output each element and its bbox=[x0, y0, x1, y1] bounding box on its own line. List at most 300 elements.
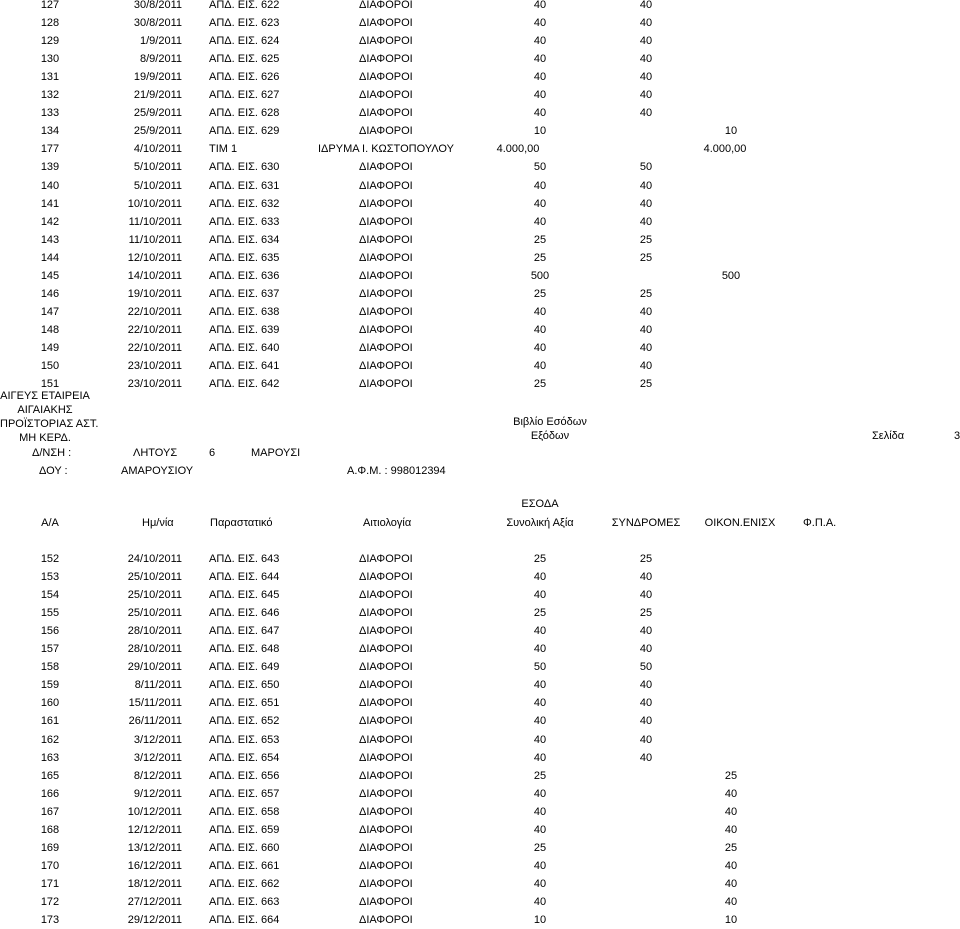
row-description: ΔΙΑΦΟΡΟΙ bbox=[359, 233, 413, 246]
row-document: ΑΠΔ. ΕΙΣ. 636 bbox=[209, 269, 280, 282]
row-number: 130 bbox=[40, 53, 60, 66]
table-row bbox=[0, 875, 960, 893]
row-number: 160 bbox=[40, 697, 60, 710]
table-row bbox=[0, 803, 960, 821]
row-document: ΑΠΔ. ΕΙΣ. 637 bbox=[209, 287, 280, 300]
row-description: ΔΙΑΦΟΡΟΙ bbox=[359, 553, 413, 565]
row-date: 26/11/2011 bbox=[128, 715, 182, 728]
row-document: ΑΠΔ. ΕΙΣ. 635 bbox=[209, 251, 280, 264]
row-subscriptions: 40 bbox=[639, 679, 653, 692]
table-row bbox=[0, 267, 960, 285]
address-street: ΛΗΤΟΥΣ bbox=[133, 447, 178, 459]
row-total-value: 40 bbox=[533, 643, 547, 656]
row-total-value: 40 bbox=[533, 71, 547, 84]
row-financial-aid: 10 bbox=[724, 125, 738, 138]
row-subscriptions: 40 bbox=[639, 360, 653, 372]
row-description: ΔΙΑΦΟΡΟΙ bbox=[359, 0, 413, 11]
row-description: ΔΙΑΦΟΡΟΙ bbox=[359, 323, 413, 336]
row-description: ΔΙΑΦΟΡΟΙ bbox=[359, 895, 413, 908]
row-number: 165 bbox=[40, 769, 60, 782]
row-description: ΔΙΑΦΟΡΟΙ bbox=[359, 733, 413, 746]
row-number: 133 bbox=[40, 107, 60, 120]
row-number: 177 bbox=[40, 143, 60, 156]
row-date: 28/10/2011 bbox=[127, 643, 182, 656]
column-header-description: Αιτιολογία bbox=[363, 517, 412, 529]
row-document: ΑΠΔ. ΕΙΣ. 633 bbox=[209, 215, 280, 228]
row-subscriptions: 40 bbox=[639, 323, 653, 336]
table-row bbox=[0, 177, 960, 195]
row-date: 12/12/2011 bbox=[127, 823, 182, 836]
row-date: 3/12/2011 bbox=[133, 751, 182, 764]
page-number: 3 bbox=[954, 430, 960, 442]
row-subscriptions: 40 bbox=[639, 0, 653, 11]
row-number: 162 bbox=[40, 733, 60, 746]
row-subscriptions: 40 bbox=[639, 715, 653, 728]
table-row bbox=[0, 158, 960, 176]
row-subscriptions: 50 bbox=[639, 161, 653, 174]
row-total-value: 40 bbox=[533, 89, 547, 102]
row-date: 4/10/2011 bbox=[133, 143, 182, 156]
row-total-value: 40 bbox=[533, 571, 547, 584]
tax-office: ΑΜΑΡΟΥΣΙΟΥ bbox=[121, 465, 194, 477]
row-total-value: 4.000,00 bbox=[496, 143, 540, 156]
row-total-value: 40 bbox=[533, 341, 547, 354]
row-document: ΑΠΔ. ΕΙΣ. 626 bbox=[209, 71, 280, 84]
row-description: ΔΙΑΦΟΡΟΙ bbox=[359, 71, 413, 84]
row-subscriptions: 40 bbox=[639, 71, 653, 84]
row-total-value: 25 bbox=[533, 553, 547, 565]
table-row bbox=[0, 339, 960, 357]
row-date: 5/10/2011 bbox=[133, 161, 182, 174]
row-document: ΑΠΔ. ΕΙΣ. 627 bbox=[209, 89, 280, 102]
table-row bbox=[0, 731, 960, 749]
row-subscriptions: 40 bbox=[639, 625, 653, 638]
row-document: ΑΠΔ. ΕΙΣ. 624 bbox=[209, 35, 280, 48]
row-description: ΔΙΑΦΟΡΟΙ bbox=[359, 697, 413, 710]
row-number: 132 bbox=[40, 89, 60, 102]
row-number: 147 bbox=[40, 305, 60, 318]
row-subscriptions: 40 bbox=[639, 179, 653, 192]
table-row bbox=[0, 50, 960, 68]
row-document: ΑΠΔ. ΕΙΣ. 638 bbox=[209, 305, 280, 318]
row-total-value: 40 bbox=[533, 859, 547, 872]
row-total-value: 10 bbox=[533, 125, 547, 138]
row-number: 144 bbox=[40, 251, 60, 264]
company-line: ΠΡΟΪΣΤΟΡΙΑΣ ΑΣΤ. bbox=[0, 418, 99, 430]
row-financial-aid: 10 bbox=[724, 914, 738, 926]
row-total-value: 40 bbox=[533, 823, 547, 836]
row-document: ΑΠΔ. ΕΙΣ. 630 bbox=[209, 161, 280, 174]
row-number: 170 bbox=[40, 859, 60, 872]
table-row bbox=[0, 893, 960, 911]
table-row bbox=[0, 122, 960, 140]
row-date: 21/9/2011 bbox=[133, 89, 182, 102]
row-document: ΑΠΔ. ΕΙΣ. 625 bbox=[209, 53, 280, 66]
table-row bbox=[0, 712, 960, 730]
table-row bbox=[0, 586, 960, 604]
row-date: 3/12/2011 bbox=[133, 733, 182, 746]
row-document: ΑΠΔ. ΕΙΣ. 623 bbox=[209, 17, 280, 30]
row-total-value: 40 bbox=[533, 805, 547, 818]
tax-id: Α.Φ.Μ. : 998012394 bbox=[347, 465, 446, 477]
row-number: 141 bbox=[40, 197, 60, 210]
row-date: 25/10/2011 bbox=[127, 571, 182, 584]
row-date: 11/10/2011 bbox=[128, 215, 182, 228]
row-total-value: 25 bbox=[533, 607, 547, 620]
row-date: 10/12/2011 bbox=[127, 805, 182, 818]
row-description: ΔΙΑΦΟΡΟΙ bbox=[359, 607, 413, 620]
row-subscriptions: 40 bbox=[639, 17, 653, 30]
row-document: ΑΠΔ. ΕΙΣ. 660 bbox=[209, 841, 280, 854]
row-total-value: 40 bbox=[533, 35, 547, 48]
row-date: 22/10/2011 bbox=[127, 323, 182, 336]
row-number: 149 bbox=[40, 341, 60, 354]
row-subscriptions: 40 bbox=[639, 305, 653, 318]
column-group-income: ΕΣΟΔΑ bbox=[521, 498, 559, 510]
row-total-value: 50 bbox=[533, 661, 547, 674]
row-number: 145 bbox=[40, 269, 60, 282]
row-description: ΔΙΑΦΟΡΟΙ bbox=[359, 589, 413, 602]
row-date: 22/10/2011 bbox=[127, 305, 182, 318]
row-date: 23/10/2011 bbox=[127, 360, 182, 372]
row-subscriptions: 40 bbox=[639, 589, 653, 602]
row-number: 152 bbox=[40, 553, 60, 565]
row-total-value: 40 bbox=[533, 877, 547, 890]
row-total-value: 40 bbox=[533, 215, 547, 228]
row-date: 25/9/2011 bbox=[133, 125, 182, 138]
row-number: 158 bbox=[40, 661, 60, 674]
row-number: 139 bbox=[40, 161, 60, 174]
row-subscriptions: 40 bbox=[639, 89, 653, 102]
row-total-value: 50 bbox=[533, 161, 547, 174]
table-row bbox=[0, 767, 960, 785]
table-row bbox=[0, 357, 960, 375]
row-total-value: 40 bbox=[533, 895, 547, 908]
table-row bbox=[0, 86, 960, 104]
address-number: 6 bbox=[209, 447, 216, 459]
table-row bbox=[0, 375, 960, 393]
table-row bbox=[0, 32, 960, 50]
row-description: ΔΙΑΦΟΡΟΙ bbox=[359, 125, 413, 138]
row-number: 131 bbox=[40, 71, 60, 84]
row-date: 11/10/2011 bbox=[128, 233, 182, 246]
column-header-vat: Φ.Π.Α. bbox=[803, 517, 837, 529]
table-row bbox=[0, 640, 960, 658]
row-description: ΔΙΑΦΟΡΟΙ bbox=[359, 215, 413, 228]
row-total-value: 40 bbox=[533, 179, 547, 192]
row-date: 28/10/2011 bbox=[127, 625, 182, 638]
row-document: ΑΠΔ. ΕΙΣ. 643 bbox=[209, 553, 280, 565]
row-description: ΔΙΑΦΟΡΟΙ bbox=[359, 571, 413, 584]
row-document: ΑΠΔ. ΕΙΣ. 664 bbox=[209, 914, 280, 926]
row-number: 157 bbox=[40, 643, 60, 656]
row-document: ΑΠΔ. ΕΙΣ. 642 bbox=[209, 378, 280, 391]
row-date: 24/10/2011 bbox=[127, 553, 182, 565]
row-date: 25/10/2011 bbox=[127, 589, 182, 602]
row-number: 153 bbox=[40, 571, 60, 584]
table-row bbox=[0, 550, 960, 568]
row-total-value: 25 bbox=[533, 287, 547, 300]
row-date: 8/9/2011 bbox=[139, 53, 182, 66]
row-document: ΑΠΔ. ΕΙΣ. 652 bbox=[209, 715, 280, 728]
row-document: ΤΙΜ 1 bbox=[209, 143, 238, 156]
table-row bbox=[0, 321, 960, 339]
row-total-value: 25 bbox=[533, 841, 547, 854]
row-financial-aid: 40 bbox=[724, 877, 738, 890]
row-date: 30/8/2011 bbox=[133, 0, 182, 11]
row-document: ΑΠΔ. ΕΙΣ. 661 bbox=[209, 859, 280, 872]
row-description: ΔΙΑΦΟΡΟΙ bbox=[359, 661, 413, 674]
company-line: ΑΙΓΑΙΑΚΗΣ bbox=[17, 404, 73, 416]
row-date: 22/10/2011 bbox=[127, 341, 182, 354]
row-number: 151 bbox=[40, 378, 60, 391]
row-total-value: 40 bbox=[533, 305, 547, 318]
table-row bbox=[0, 14, 960, 32]
row-subscriptions: 40 bbox=[639, 341, 653, 354]
row-description: ΔΙΑΦΟΡΟΙ bbox=[359, 197, 413, 210]
row-document: ΑΠΔ. ΕΙΣ. 663 bbox=[209, 895, 280, 908]
row-financial-aid: 4.000,00 bbox=[703, 143, 747, 156]
row-date: 15/11/2011 bbox=[128, 697, 182, 710]
row-date: 13/12/2011 bbox=[127, 841, 182, 854]
row-number: 156 bbox=[40, 625, 60, 638]
table-row bbox=[0, 694, 960, 712]
row-description: ΔΙΑΦΟΡΟΙ bbox=[359, 161, 413, 174]
row-date: 29/12/2011 bbox=[127, 914, 182, 926]
row-description: ΔΙΑΦΟΡΟΙ bbox=[359, 769, 413, 782]
row-description: ΙΔΡΥΜΑ Ι. ΚΩΣΤΟΠΟΥΛΟΥ bbox=[318, 143, 454, 156]
row-financial-aid: 40 bbox=[724, 787, 738, 800]
row-document: ΑΠΔ. ΕΙΣ. 658 bbox=[209, 805, 280, 818]
row-number: 140 bbox=[40, 179, 60, 192]
row-document: ΑΠΔ. ΕΙΣ. 632 bbox=[209, 197, 280, 210]
row-date: 19/9/2011 bbox=[133, 71, 182, 84]
row-document: ΑΠΔ. ΕΙΣ. 656 bbox=[209, 769, 280, 782]
table-row bbox=[0, 821, 960, 839]
row-date: 1/9/2011 bbox=[139, 35, 182, 48]
row-total-value: 25 bbox=[533, 251, 547, 264]
row-description: ΔΙΑΦΟΡΟΙ bbox=[359, 35, 413, 48]
table-row bbox=[0, 285, 960, 303]
row-description: ΔΙΑΦΟΡΟΙ bbox=[359, 89, 413, 102]
table-row bbox=[0, 857, 960, 875]
row-document: ΑΠΔ. ΕΙΣ. 631 bbox=[209, 179, 280, 192]
row-number: 163 bbox=[40, 751, 60, 764]
table-row bbox=[0, 785, 960, 803]
row-financial-aid: 40 bbox=[724, 859, 738, 872]
row-subscriptions: 25 bbox=[639, 233, 653, 246]
row-subscriptions: 25 bbox=[639, 607, 653, 620]
row-number: 159 bbox=[40, 679, 60, 692]
row-subscriptions: 40 bbox=[639, 35, 653, 48]
table-row bbox=[0, 658, 960, 676]
column-header-document: Παραστατικό bbox=[210, 517, 273, 529]
row-date: 14/10/2011 bbox=[127, 269, 182, 282]
row-financial-aid: 40 bbox=[724, 823, 738, 836]
row-description: ΔΙΑΦΟΡΟΙ bbox=[359, 179, 413, 192]
row-description: ΔΙΑΦΟΡΟΙ bbox=[359, 341, 413, 354]
row-total-value: 500 bbox=[530, 269, 550, 282]
row-total-value: 25 bbox=[533, 769, 547, 782]
row-total-value: 40 bbox=[533, 107, 547, 120]
row-total-value: 40 bbox=[533, 360, 547, 372]
address-city: ΜΑΡΟΥΣΙ bbox=[251, 447, 301, 459]
row-document: ΑΠΔ. ΕΙΣ. 645 bbox=[209, 589, 280, 602]
book-title bbox=[490, 415, 610, 443]
row-subscriptions: 40 bbox=[639, 571, 653, 584]
table-row bbox=[0, 0, 960, 14]
book-subtitle-line: Εξόδων bbox=[530, 430, 570, 442]
row-subscriptions: 25 bbox=[639, 553, 653, 565]
row-number: 167 bbox=[40, 805, 60, 818]
column-header-date: Ημ/νία bbox=[142, 517, 174, 529]
row-document: ΑΠΔ. ΕΙΣ. 640 bbox=[209, 341, 280, 354]
row-date: 16/12/2011 bbox=[127, 859, 182, 872]
row-subscriptions: 25 bbox=[639, 251, 653, 264]
row-number: 169 bbox=[40, 841, 60, 854]
row-document: ΑΠΔ. ΕΙΣ. 651 bbox=[209, 697, 280, 710]
row-subscriptions: 40 bbox=[639, 733, 653, 746]
row-subscriptions: 40 bbox=[639, 215, 653, 228]
row-date: 30/8/2011 bbox=[133, 17, 182, 30]
row-description: ΔΙΑΦΟΡΟΙ bbox=[359, 805, 413, 818]
row-date: 5/10/2011 bbox=[133, 179, 182, 192]
row-total-value: 40 bbox=[533, 787, 547, 800]
row-subscriptions: 50 bbox=[639, 661, 653, 674]
row-description: ΔΙΑΦΟΡΟΙ bbox=[359, 360, 413, 372]
row-document: ΑΠΔ. ΕΙΣ. 641 bbox=[209, 360, 280, 372]
row-number: 128 bbox=[40, 17, 60, 30]
row-number: 161 bbox=[40, 715, 60, 728]
row-description: ΔΙΑΦΟΡΟΙ bbox=[359, 53, 413, 66]
row-description: ΔΙΑΦΟΡΟΙ bbox=[359, 823, 413, 836]
row-description: ΔΙΑΦΟΡΟΙ bbox=[359, 841, 413, 854]
row-total-value: 40 bbox=[533, 625, 547, 638]
row-document: ΑΠΔ. ΕΙΣ. 654 bbox=[209, 751, 280, 764]
row-document: ΑΠΔ. ΕΙΣ. 649 bbox=[209, 661, 280, 674]
table-row bbox=[0, 249, 960, 267]
table-row bbox=[0, 676, 960, 694]
row-date: 25/10/2011 bbox=[127, 607, 182, 620]
row-financial-aid: 40 bbox=[724, 805, 738, 818]
row-date: 8/11/2011 bbox=[134, 679, 182, 692]
row-total-value: 40 bbox=[533, 751, 547, 764]
company-line: ΑΙΓΕΥΣ ΕΤΑΙΡΕΙΑ bbox=[0, 390, 90, 402]
book-title-line: Βιβλίο Εσόδων bbox=[513, 416, 587, 428]
row-document: ΑΠΔ. ΕΙΣ. 648 bbox=[209, 643, 280, 656]
table-row bbox=[0, 568, 960, 586]
row-date: 10/10/2011 bbox=[127, 197, 182, 210]
table-row bbox=[0, 303, 960, 321]
column-header-subscriptions: ΣΥΝΔΡΟΜΕΣ bbox=[611, 517, 681, 529]
table-row bbox=[0, 604, 960, 622]
row-financial-aid: 25 bbox=[724, 841, 738, 854]
row-subscriptions: 40 bbox=[639, 53, 653, 66]
row-number: 173 bbox=[40, 914, 60, 926]
row-date: 18/12/2011 bbox=[127, 877, 182, 890]
row-date: 9/12/2011 bbox=[133, 787, 182, 800]
row-description: ΔΙΑΦΟΡΟΙ bbox=[359, 787, 413, 800]
row-total-value: 40 bbox=[533, 715, 547, 728]
row-financial-aid: 500 bbox=[721, 269, 741, 282]
row-description: ΔΙΑΦΟΡΟΙ bbox=[359, 643, 413, 656]
row-subscriptions: 25 bbox=[639, 378, 653, 391]
row-description: ΔΙΑΦΟΡΟΙ bbox=[359, 17, 413, 30]
tax-office-label: ΔΟΥ : bbox=[39, 465, 68, 477]
row-number: 143 bbox=[40, 233, 60, 246]
row-total-value: 40 bbox=[533, 0, 547, 11]
row-document: ΑΠΔ. ΕΙΣ. 657 bbox=[209, 787, 280, 800]
row-description: ΔΙΑΦΟΡΟΙ bbox=[359, 679, 413, 692]
row-number: 129 bbox=[40, 35, 60, 48]
row-financial-aid: 25 bbox=[724, 769, 738, 782]
address-label: Δ/ΝΣΗ : bbox=[32, 447, 72, 459]
row-date: 25/9/2011 bbox=[133, 107, 182, 120]
row-date: 19/10/2011 bbox=[127, 287, 182, 300]
row-total-value: 40 bbox=[533, 53, 547, 66]
row-subscriptions: 40 bbox=[639, 697, 653, 710]
row-document: ΑΠΔ. ΕΙΣ. 646 bbox=[209, 607, 280, 620]
row-date: 8/12/2011 bbox=[133, 769, 182, 782]
row-number: 172 bbox=[40, 895, 60, 908]
row-total-value: 40 bbox=[533, 197, 547, 210]
table-row bbox=[0, 195, 960, 213]
row-subscriptions: 40 bbox=[639, 643, 653, 656]
row-total-value: 25 bbox=[533, 378, 547, 391]
row-total-value: 40 bbox=[533, 679, 547, 692]
row-document: ΑΠΔ. ΕΙΣ. 634 bbox=[209, 233, 280, 246]
row-financial-aid: 40 bbox=[724, 895, 738, 908]
table-row bbox=[0, 68, 960, 86]
table-row bbox=[0, 839, 960, 857]
row-number: 166 bbox=[40, 787, 60, 800]
table-row bbox=[0, 140, 960, 158]
column-header-financial-aid: ΟΙΚΟΝ.ΕΝΙΣΧ bbox=[704, 517, 776, 529]
table-row bbox=[0, 104, 960, 122]
row-number: 168 bbox=[40, 823, 60, 836]
row-date: 27/12/2011 bbox=[127, 895, 182, 908]
row-description: ΔΙΑΦΟΡΟΙ bbox=[359, 378, 413, 391]
row-total-value: 40 bbox=[533, 697, 547, 710]
row-number: 150 bbox=[40, 360, 60, 372]
row-description: ΔΙΑΦΟΡΟΙ bbox=[359, 269, 413, 282]
row-document: ΑΠΔ. ΕΙΣ. 647 bbox=[209, 625, 280, 638]
row-description: ΔΙΑΦΟΡΟΙ bbox=[359, 305, 413, 318]
row-document: ΑΠΔ. ΕΙΣ. 650 bbox=[209, 679, 280, 692]
company-line: ΜΗ ΚΕΡΔ. bbox=[19, 432, 71, 444]
row-number: 154 bbox=[40, 589, 60, 602]
row-document: ΑΠΔ. ΕΙΣ. 622 bbox=[209, 0, 280, 11]
company-name bbox=[0, 389, 99, 445]
row-document: ΑΠΔ. ΕΙΣ. 644 bbox=[209, 571, 280, 584]
table-row bbox=[0, 213, 960, 231]
row-document: ΑΠΔ. ΕΙΣ. 662 bbox=[209, 877, 280, 890]
row-total-value: 40 bbox=[533, 589, 547, 602]
row-description: ΔΙΑΦΟΡΟΙ bbox=[359, 751, 413, 764]
row-document: ΑΠΔ. ΕΙΣ. 659 bbox=[209, 823, 280, 836]
row-subscriptions: 40 bbox=[639, 107, 653, 120]
row-description: ΔΙΑΦΟΡΟΙ bbox=[359, 625, 413, 638]
row-number: 134 bbox=[40, 125, 60, 138]
row-total-value: 25 bbox=[533, 233, 547, 246]
row-document: ΑΠΔ. ΕΙΣ. 653 bbox=[209, 733, 280, 746]
row-number: 142 bbox=[40, 215, 60, 228]
row-total-value: 40 bbox=[533, 323, 547, 336]
row-date: 12/10/2011 bbox=[127, 251, 182, 264]
column-header-aa: Α/Α bbox=[41, 517, 59, 529]
row-document: ΑΠΔ. ΕΙΣ. 639 bbox=[209, 323, 280, 336]
row-description: ΔΙΑΦΟΡΟΙ bbox=[359, 287, 413, 300]
